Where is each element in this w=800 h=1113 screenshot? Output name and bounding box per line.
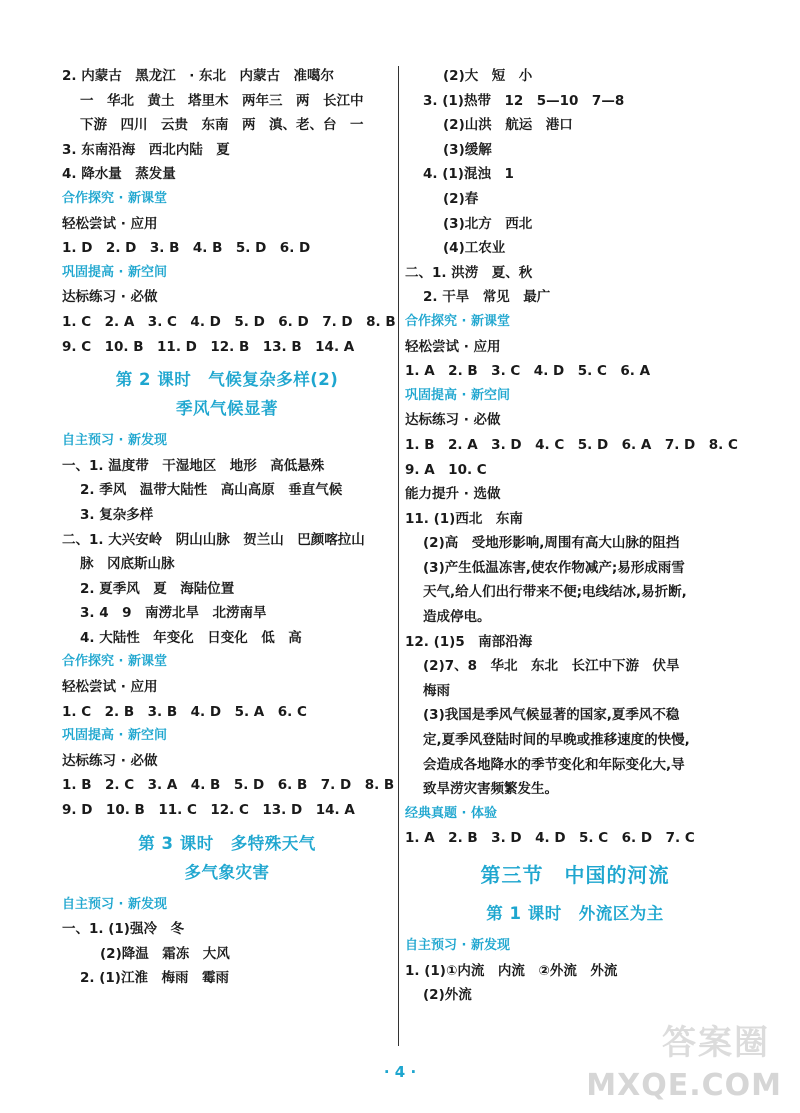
chapter-title: 第三节 中国的河流 [480,863,670,887]
answer-line: (2)春 [443,190,479,207]
right-column [405,64,745,1008]
answer-line: 1. C 2. B 3. B 4. D 5. A 6. C [62,703,307,720]
answer-line: 能力提升 · 选做 [405,486,501,503]
answer-line: 二、1. 大兴安岭 阴山山脉 贺兰山 巴颜喀拉山 [62,531,365,548]
answer-line: 1. D 2. D 3. B 4. B 5. D 6. D [62,240,311,257]
section-heading: 巩固提高 · 新空间 [405,387,510,403]
answer-line: 下游 四川 云贵 东南 两 滇、老、台 一 [80,117,364,134]
answer-line: 3. 4 9 南涝北旱 北涝南旱 [80,605,267,622]
answer-line: (3)产生低温冻害,使农作物减产;易形成雨雪 [423,559,685,576]
answer-line: (3)缓解 [443,141,492,158]
answer-line: 2. 内蒙古 黑龙江 · 东北 内蒙古 准噶尔 [62,68,335,84]
answer-line: 定,夏季风登陆时间的早晚或推移速度的快慢, [423,732,690,749]
answer-line: 11. (1)西北 东南 [405,510,523,527]
watermark-logo: 答案圈 [662,1023,770,1063]
watermark-site: MXQE.COM [586,1068,782,1103]
answer-line: 1. B 2. A 3. D 4. C 5. D 6. A 7. D 8. C [405,436,738,453]
answer-line: 一 华北 黄土 塔里木 两年三 两 长江中 [80,92,364,109]
answer-line: (2)大 短 小 [443,68,533,84]
answer-line: 2. 干旱 常见 最广 [423,289,551,306]
lesson-title: 第 1 课时 外流区为主 [486,904,664,923]
page-number: · 4 · [383,1063,417,1081]
section-heading: 经典真题 · 体验 [405,805,497,821]
section-heading: 巩固提高 · 新空间 [62,264,167,280]
lesson-title: 多气象灾害 [184,862,270,882]
answer-line: 9. D 10. B 11. C 12. C 13. D 14. A [62,802,355,819]
answer-line: 1. A 2. B 3. D 4. D 5. C 6. D 7. C [405,830,695,847]
answer-line: (4)工农业 [443,240,506,257]
section-heading: 自主预习 · 新发现 [62,896,167,912]
answer-line: 致旱涝灾害频繁发生。 [423,781,558,798]
answer-line: 一、1. 温度带 干湿地区 地形 高低悬殊 [62,457,325,474]
answer-line: 1. (1)①内流 内流 ②外流 外流 [405,962,618,979]
answer-line: 1. B 2. C 3. A 4. B 5. D 6. B 7. D 8. B [62,777,395,794]
answer-line: 3. 复杂多样 [80,506,154,523]
answer-line: 二、1. 洪涝 夏、秋 [405,264,533,281]
answer-line: (2)7、8 华北 东北 长江中下游 伏旱 [423,658,680,675]
answer-line: 轻松尝试 · 应用 [62,679,158,696]
section-heading: 合作探究 · 新课堂 [62,654,167,670]
section-heading: 合作探究 · 新课堂 [405,313,510,329]
answer-line: (2)高 受地形影响,周围有高大山脉的阻挡 [423,535,680,552]
answer-line: 2. 夏季风 夏 海陆位置 [80,580,235,597]
answer-line: 会造成各地降水的季节变化和年际变化大,导 [423,756,685,773]
answer-line: 达标练习 · 必做 [62,289,158,306]
lesson-title: 第 2 课时 气候复杂多样(2) [115,370,339,390]
answer-line: (3)我国是季风气候显著的国家,夏季风不稳 [423,707,680,724]
answer-line: 梅雨 [423,682,450,699]
answer-line: 2. (1)江淮 梅雨 霉雨 [80,970,229,987]
answer-line: 9. C 10. B 11. D 12. B 13. B 14. A [62,338,355,355]
answer-line: 达标练习 · 必做 [405,412,501,429]
section-heading: 自主预习 · 新发现 [62,433,167,449]
answer-line: 轻松尝试 · 应用 [405,338,501,355]
lesson-title: 季风气候显著 [176,399,278,419]
answer-line: 4. 大陆性 年变化 日变化 低 高 [80,629,302,646]
answer-line: 达标练习 · 必做 [62,752,158,769]
answer-line: 1. A 2. B 3. C 4. D 5. C 6. A [405,363,651,380]
column-divider [398,66,399,1046]
answer-line: 3. 东南沿海 西北内陆 夏 [62,141,230,158]
answer-line: 轻松尝试 · 应用 [62,215,158,232]
answer-line: 4. (1)混浊 1 [423,166,514,183]
answer-line: 4. 降水量 蒸发量 [62,166,176,183]
answer-line: 天气,给人们出行带来不便;电线结冰,易折断, [423,584,687,601]
answer-line: 1. C 2. A 3. C 4. D 5. D 6. D 7. D 8. B [62,313,396,330]
watermark [586,1013,782,1103]
lesson-title: 第 3 课时 多特殊天气 [138,833,316,853]
answer-line: (2)外流 [423,987,472,1004]
answer-line: (3)北方 西北 [443,215,533,232]
answer-line: 造成停电。 [423,609,491,626]
answer-line: 2. 季风 温带大陆性 高山高原 垂直气候 [80,482,343,499]
answer-line: 9. A 10. C [405,461,487,478]
answer-line: 3. (1)热带 12 5—10 7—8 [423,92,625,109]
answer-line: 12. (1)5 南部沿海 [405,633,533,650]
answer-line: 脉 冈底斯山脉 [80,556,175,573]
answer-line: 一、1. (1)强冷 冬 [62,921,184,938]
answer-line: (2)降温 霜冻 大风 [100,945,230,962]
section-heading: 巩固提高 · 新空间 [62,728,167,744]
answer-line: (2)山洪 航运 港口 [443,117,573,134]
left-column [62,64,396,991]
section-heading: 自主预习 · 新发现 [405,938,510,953]
section-heading: 合作探究 · 新课堂 [62,190,167,206]
